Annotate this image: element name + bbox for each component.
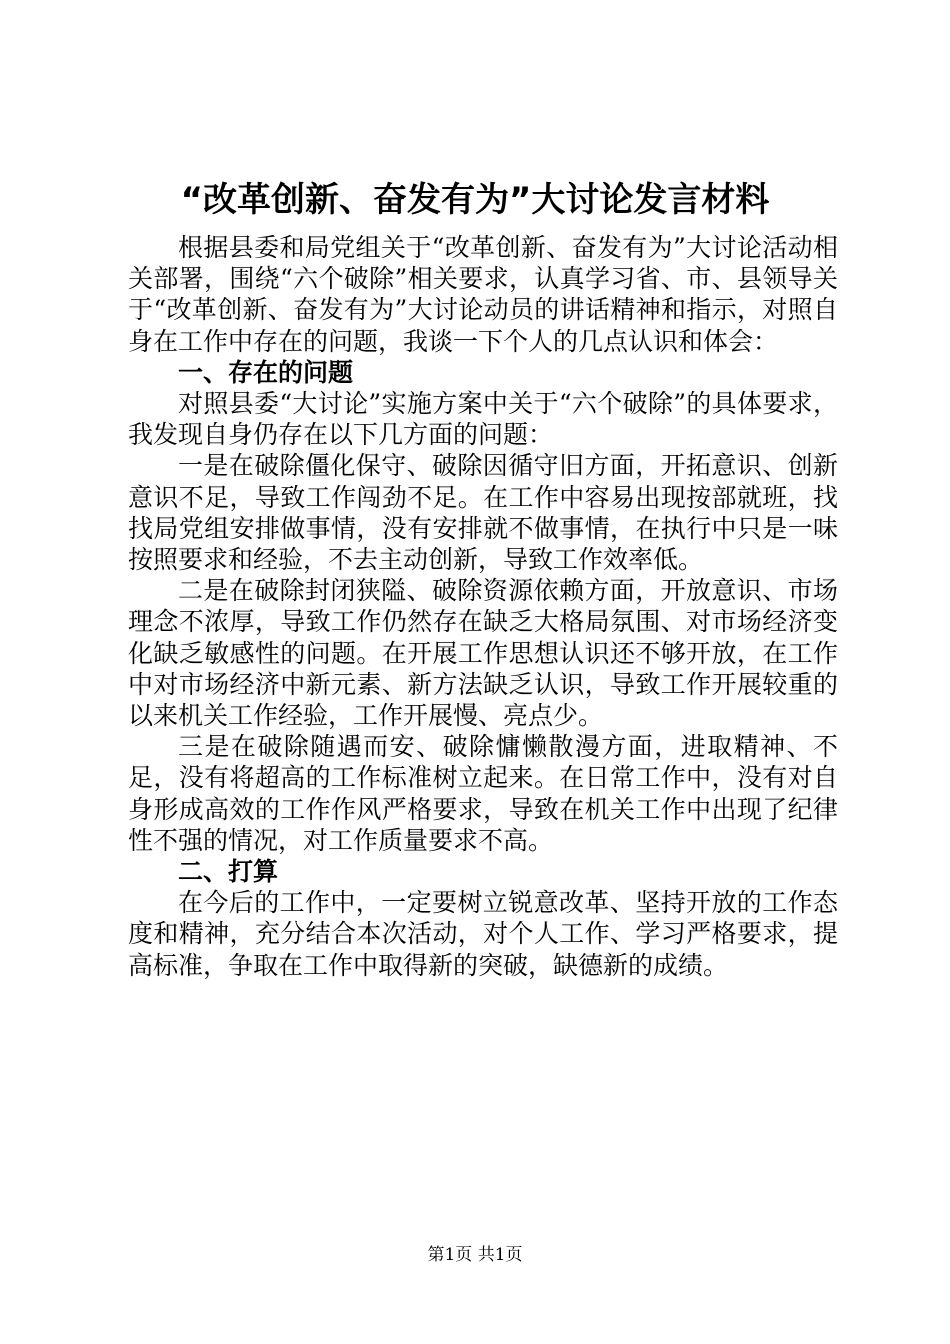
problems-lead-paragraph: 对照县委“大讨论”实施方案中关于“六个破除”的具体要求，我发现自身仍存在以下几方面的问题： [128, 389, 838, 450]
section-heading-problems: 一、存在的问题 [178, 357, 354, 387]
problem-point-1: 一是在破除僵化保守、破除因循守旧方面，开拓意识、创新意识不足，导致工作闯劲不足。在工作中容易出现按部就班，找找局党组安排做事情，没有安排就不做事情，在执行中只是一味按照要求和经验，不去主动创新，导致工作效率低。 [128, 451, 838, 575]
section-heading-plans: 二、打算 [178, 857, 279, 887]
document-body [128, 232, 838, 981]
document-title: “改革创新、奋发有为”大讨论发言材料 [180, 180, 770, 220]
page-footer: 第1页 共1页 [427, 1245, 523, 1265]
problem-point-3: 三是在破除随遇而安、破除慵懒散漫方面，进取精神、不足，没有将超高的工作标准树立起来。在日常工作中，没有对自身形成高效的工作作风严格要求，导致在机关工作中出现了纪律性不强的情况，对工作质量要求不高。 [128, 732, 838, 855]
intro-paragraph: 根据县委和局党组关于“改革创新、奋发有为”大讨论活动相关部署，围绕“六个破除”相关要求，认真学习省、市、县领导关于“改革创新、奋发有为”大讨论动员的讲话精神和指示，对照自身在工作中存在的问题，我谈一下个人的几点认识和体会： [128, 233, 838, 356]
plans-paragraph: 在今后的工作中，一定要树立锐意改革、坚持开放的工作态度和精神，充分结合本次活动，对个人工作、学习严格要求，提高标准，争取在工作中取得新的突破，缺德新的成绩。 [128, 888, 838, 980]
problem-point-2: 二是在破除封闭狭隘、破除资源依赖方面，开放意识、市场理念不浓厚，导致工作仍然存在缺乏大格局氛围、对市场经济变化缺乏敏感性的问题。在开展工作思想认识还不够开放，在工作中对市场经济中新元素、新方法缺乏认识，导致工作开展较重的以来机关工作经验，工作开展慢、亮点少。 [128, 576, 838, 731]
